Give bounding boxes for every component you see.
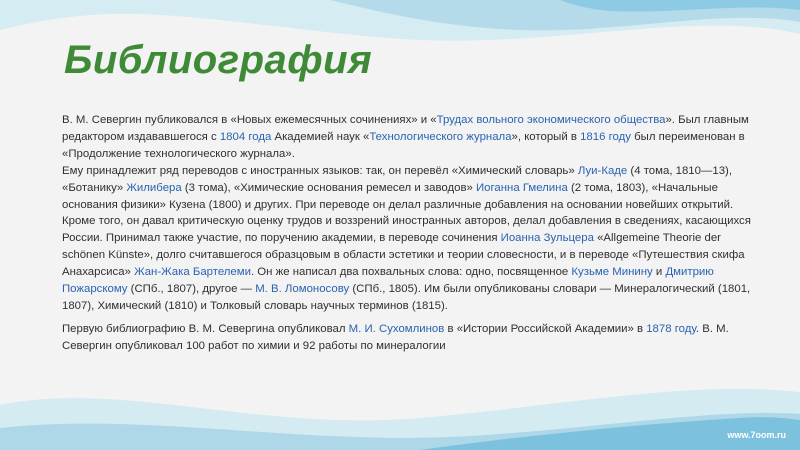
link-zultser[interactable]: Иоанна Зульцера bbox=[500, 232, 594, 245]
text-segment: и bbox=[652, 266, 666, 279]
slide-title: Библиография bbox=[64, 38, 373, 82]
link-pozharsky[interactable]: Дмитрию Пожарскому bbox=[62, 266, 714, 296]
text-segment: В. М. Севергин публиковался в «Новых ежемесячных сочинениях» и « bbox=[62, 114, 437, 126]
paragraph-severgin-works bbox=[62, 112, 762, 315]
link-1804-year[interactable]: 1804 года bbox=[219, 130, 272, 143]
text-segment: . Он же написал два похвальных слова: одно, посвященное bbox=[250, 266, 572, 279]
link-tech-journal[interactable]: Технологического журнала bbox=[369, 130, 512, 143]
text-segment: (3 тома), «Химические основания ремесел и заводов» bbox=[181, 181, 476, 194]
text-segment: (СПб., 1807), другое — bbox=[127, 283, 256, 296]
text-segment: Академией наук « bbox=[271, 130, 370, 143]
paragraph-first-bibliography bbox=[62, 321, 762, 355]
text-segment: ». Был главным редактором издававшегося с bbox=[62, 114, 749, 143]
bibliography-text bbox=[62, 112, 762, 355]
text-segment: был переименован в «Продолжение технологического журнала». bbox=[62, 130, 745, 160]
text-segment: «Allgemeine Theorie der schönen Künste», долго считавшегося образцовым в области эстетики и теории словесности, и в переводе «Путешествия скифа Анахарсиса» bbox=[62, 232, 745, 279]
text-segment: в «Истории Российской Академии» в bbox=[444, 322, 647, 335]
text-segment: Первую библиографию В. М. Севергина опубликовал bbox=[62, 322, 349, 335]
link-lomonosov[interactable]: М. В. Ломоносову bbox=[255, 283, 350, 296]
watermark: www.7oom.ru bbox=[727, 430, 786, 440]
text-segment: (4 тома, 1810—13), «Ботанику» bbox=[62, 164, 733, 194]
text-segment: Ему принадлежит ряд переводов с иностранных языков: так, он перевёл «Химический словарь» bbox=[62, 164, 578, 177]
text-segment: (СПб., 1805). Им были опубликованы словари — Минералогический (1801, 1807), Химический (1810) и Толковый словарь научных терминов (1815). bbox=[62, 283, 751, 312]
text-segment: (2 тома, 1803), «Начальные основания физики» Кузена (1800) и других. При переводе он делал различные добавления на основании новейших открытий. Кроме того, он давал критическую оценку трудов и воззрений иностранных авторов, делал добавления в сведениях, касающихся России. Принимал также участие, по поручению академии, в переводе сочинения bbox=[62, 181, 751, 245]
link-barthelemy[interactable]: Жан-Жака Бартелеми bbox=[134, 266, 251, 279]
link-trudy-ved[interactable]: Трудах вольного экономического общества bbox=[436, 114, 666, 126]
link-1816-year[interactable]: 1816 году bbox=[580, 130, 631, 143]
text-segment: », который в bbox=[511, 130, 581, 143]
text-segment: . В. М. Севергин опубликовал 100 работ по химии и 92 работы по минералогии bbox=[62, 322, 729, 352]
link-lui-kade[interactable]: Луи-Каде bbox=[577, 164, 628, 177]
link-sukhomlinov[interactable]: М. И. Сухомлинов bbox=[348, 322, 445, 335]
link-gmelin[interactable]: Иоганна Гмелина bbox=[476, 181, 568, 194]
link-minin[interactable]: Кузьме Минину bbox=[571, 266, 653, 279]
link-zhilibera[interactable]: Жилибера bbox=[126, 181, 182, 194]
link-1878-year[interactable]: 1878 году bbox=[646, 322, 696, 335]
